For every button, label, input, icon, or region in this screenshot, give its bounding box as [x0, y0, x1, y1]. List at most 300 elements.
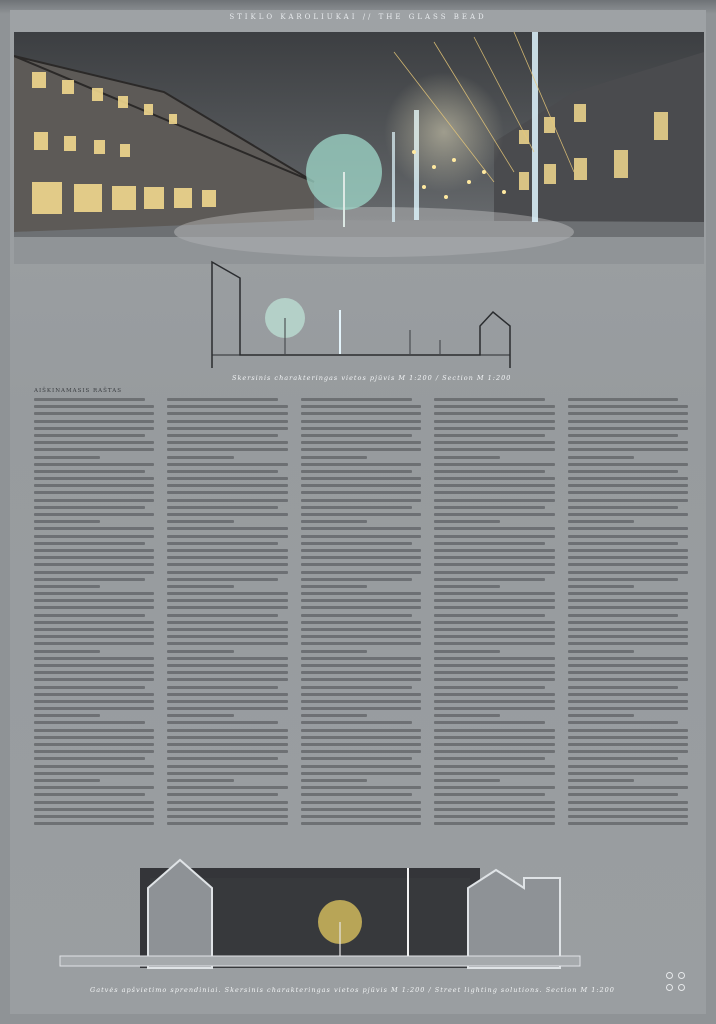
text-line [568, 491, 688, 494]
text-line [434, 822, 554, 825]
text-line [434, 786, 554, 789]
text-line [568, 686, 679, 689]
text-line [434, 527, 554, 530]
text-line [301, 650, 367, 653]
text-line [301, 506, 412, 509]
text-line [568, 693, 688, 696]
text-line [568, 477, 688, 480]
text-line [434, 614, 545, 617]
text-line [167, 743, 287, 746]
text-line [301, 405, 421, 408]
text-line [434, 470, 545, 473]
text-line [434, 628, 554, 631]
text-line [167, 721, 278, 724]
text-line [434, 729, 554, 732]
text-line [434, 700, 554, 703]
text-line [434, 535, 554, 538]
text-line [34, 513, 154, 516]
dot [666, 972, 673, 979]
text-line [34, 571, 154, 574]
text-line [301, 714, 367, 717]
text-column-1 [34, 398, 154, 828]
text-line [167, 484, 287, 487]
text-line [434, 484, 554, 487]
text-line [167, 578, 278, 581]
street-perspective-render [14, 32, 704, 264]
text-line [301, 578, 412, 581]
text-line [434, 599, 554, 602]
text-line [301, 671, 421, 674]
text-line [434, 743, 554, 746]
text-line [301, 434, 412, 437]
text-line [568, 736, 688, 739]
text-line [434, 563, 554, 566]
text-line [434, 815, 554, 818]
text-line [167, 650, 233, 653]
dot [666, 984, 673, 991]
text-line [34, 736, 154, 739]
text-line [34, 635, 154, 638]
text-line [434, 606, 554, 609]
text-line [434, 520, 500, 523]
text-line [568, 635, 688, 638]
text-line [167, 456, 233, 459]
text-line [34, 772, 154, 775]
text-line [34, 549, 154, 552]
text-line [301, 678, 421, 681]
text-line [167, 736, 287, 739]
text-line [434, 491, 554, 494]
text-column-2 [167, 398, 287, 828]
text-line [301, 707, 421, 710]
text-line [34, 599, 154, 602]
text-line [568, 448, 688, 451]
text-line [34, 650, 100, 653]
text-line [34, 484, 154, 487]
text-line [167, 765, 287, 768]
text-line [568, 599, 688, 602]
text-line [568, 743, 688, 746]
text-line [167, 815, 287, 818]
text-line [434, 499, 554, 502]
text-line [568, 765, 688, 768]
text-line [568, 398, 679, 401]
text-line [434, 721, 545, 724]
text-line [434, 772, 554, 775]
text-line [167, 606, 287, 609]
text-line [568, 427, 688, 430]
text-line [301, 664, 421, 667]
text-line [434, 750, 554, 753]
text-line [34, 743, 154, 746]
text-line [167, 671, 287, 674]
text-line [434, 448, 554, 451]
text-line [34, 700, 154, 703]
text-line [301, 542, 412, 545]
text-line [34, 606, 154, 609]
text-line [568, 657, 688, 660]
text-line [34, 499, 154, 502]
text-line [434, 801, 554, 804]
text-line [301, 815, 421, 818]
text-line [434, 693, 554, 696]
text-line [301, 599, 421, 602]
text-line [167, 614, 278, 617]
text-line [167, 405, 287, 408]
text-line [568, 772, 688, 775]
text-line [568, 815, 688, 818]
text-line [301, 621, 421, 624]
text-line [568, 808, 688, 811]
text-line [301, 585, 367, 588]
text-line [434, 635, 554, 638]
text-line [301, 398, 412, 401]
text-line [34, 470, 145, 473]
text-line [301, 420, 421, 423]
text-line [167, 463, 287, 466]
text-line [34, 808, 154, 811]
text-line [34, 448, 154, 451]
text-line [568, 412, 688, 415]
text-line [167, 621, 287, 624]
text-line [167, 628, 287, 631]
text-line [34, 427, 154, 430]
text-line [568, 441, 688, 444]
text-line [167, 477, 287, 480]
text-line [34, 686, 145, 689]
text-line [301, 700, 421, 703]
text-line [301, 571, 421, 574]
text-line [167, 635, 287, 638]
text-line [167, 786, 287, 789]
dot [678, 984, 685, 991]
text-line [301, 793, 412, 796]
text-column-4 [434, 398, 554, 828]
text-line [301, 786, 421, 789]
text-line [434, 420, 554, 423]
text-line [568, 571, 688, 574]
text-line [167, 427, 287, 430]
text-line [568, 671, 688, 674]
text-line [434, 463, 554, 466]
text-line [301, 628, 421, 631]
text-line [301, 721, 412, 724]
text-line [167, 822, 287, 825]
text-column-3 [301, 398, 421, 828]
text-line [167, 556, 287, 559]
text-line [568, 750, 688, 753]
text-line [301, 412, 421, 415]
text-line [568, 621, 688, 624]
text-line [568, 585, 634, 588]
text-line [568, 542, 679, 545]
text-columns [34, 398, 688, 828]
text-line [34, 614, 145, 617]
text-line [434, 398, 545, 401]
text-line [434, 456, 500, 459]
text-line [301, 592, 421, 595]
text-line [434, 506, 545, 509]
dot [678, 972, 685, 979]
text-line [568, 535, 688, 538]
text-line [434, 427, 554, 430]
text-line [167, 491, 287, 494]
text-line [434, 707, 554, 710]
text-line [167, 527, 287, 530]
text-line [167, 549, 287, 552]
text-line [34, 779, 100, 782]
text-line [434, 621, 554, 624]
text-line [434, 678, 554, 681]
text-line [301, 463, 421, 466]
text-line [34, 664, 154, 667]
text-line [167, 398, 278, 401]
text-line [301, 657, 421, 660]
text-line [568, 786, 688, 789]
text-line [301, 772, 421, 775]
text-line [34, 463, 154, 466]
text-line [34, 714, 100, 717]
text-line [301, 801, 421, 804]
text-line [568, 642, 688, 645]
text-line [434, 549, 554, 552]
text-line [167, 434, 278, 437]
text-line [301, 757, 412, 760]
text-line [167, 506, 278, 509]
text-line [167, 757, 278, 760]
text-line [167, 714, 233, 717]
text-line [167, 592, 287, 595]
text-line [34, 657, 154, 660]
text-line [34, 786, 154, 789]
text-line [34, 628, 154, 631]
text-line [301, 491, 421, 494]
text-line [167, 563, 287, 566]
text-line [167, 535, 287, 538]
text-line [34, 542, 145, 545]
text-line [34, 822, 154, 825]
text-line [167, 441, 287, 444]
text-line [434, 441, 554, 444]
text-line [167, 808, 287, 811]
text-line [34, 721, 145, 724]
text-line [434, 405, 554, 408]
text-line [167, 693, 287, 696]
text-line [434, 578, 545, 581]
text-line [434, 477, 554, 480]
text-line [167, 729, 287, 732]
text-line [568, 714, 634, 717]
text-line [34, 456, 100, 459]
text-line [568, 420, 688, 423]
text-line [568, 707, 688, 710]
text-line [568, 614, 679, 617]
text-line [34, 585, 100, 588]
text-line [301, 513, 421, 516]
text-line [434, 736, 554, 739]
text-line [434, 556, 554, 559]
text-line [167, 801, 287, 804]
text-line [167, 470, 278, 473]
text-line [434, 671, 554, 674]
text-line [568, 556, 688, 559]
poster-title: STIKLO KAROLIUKAI // THE GLASS BEAD [229, 13, 487, 21]
text-line [301, 750, 421, 753]
text-line [434, 650, 500, 653]
text-column-5 [568, 398, 688, 828]
text-line [301, 484, 421, 487]
decorative-dots [666, 972, 694, 994]
text-line [301, 765, 421, 768]
text-line [568, 592, 688, 595]
text-line [568, 801, 688, 804]
text-line [301, 549, 421, 552]
section-drawing-bottom [40, 848, 600, 978]
text-line [568, 578, 679, 581]
text-line [568, 405, 688, 408]
text-line [167, 571, 287, 574]
text-line [434, 513, 554, 516]
text-line [34, 765, 154, 768]
text-line [34, 750, 154, 753]
text-line [568, 650, 634, 653]
text-line [568, 456, 634, 459]
text-line [34, 506, 145, 509]
text-line [568, 793, 679, 796]
text-line [167, 664, 287, 667]
text-line [434, 585, 500, 588]
text-line [34, 801, 154, 804]
text-line [301, 693, 421, 696]
text-line [167, 420, 287, 423]
text-line [301, 614, 412, 617]
text-line [568, 470, 679, 473]
text-line [568, 484, 688, 487]
text-line [301, 535, 421, 538]
text-line [167, 707, 287, 710]
text-line [434, 542, 545, 545]
text-line [301, 470, 412, 473]
text-line [434, 808, 554, 811]
text-line [34, 434, 145, 437]
text-line [34, 556, 154, 559]
text-line [167, 750, 287, 753]
text-line [434, 642, 554, 645]
text-line [34, 412, 154, 415]
text-line [301, 448, 421, 451]
text-line [568, 434, 679, 437]
text-line [34, 671, 154, 674]
text-line [167, 412, 287, 415]
text-line [167, 599, 287, 602]
text-line [568, 822, 688, 825]
text-line [34, 757, 145, 760]
text-line [434, 657, 554, 660]
text-line [167, 772, 287, 775]
text-line [34, 707, 154, 710]
text-line [434, 592, 554, 595]
text-line [568, 664, 688, 667]
text-line [167, 520, 233, 523]
text-line [167, 793, 278, 796]
text-line [301, 456, 367, 459]
text-line [568, 606, 688, 609]
text-line [568, 757, 679, 760]
text-line [301, 499, 421, 502]
text-line [301, 642, 421, 645]
text-line [167, 542, 278, 545]
text-line [301, 520, 367, 523]
text-line [568, 563, 688, 566]
text-line [434, 571, 554, 574]
text-line [34, 729, 154, 732]
text-line [568, 678, 688, 681]
text-line [34, 793, 145, 796]
text-line [434, 714, 500, 717]
text-line [301, 427, 421, 430]
text-line [167, 700, 287, 703]
text-line [167, 499, 287, 502]
text-line [434, 765, 554, 768]
text-line [34, 491, 154, 494]
text-line [167, 657, 287, 660]
text-line [301, 556, 421, 559]
text-line [568, 549, 688, 552]
text-line [301, 563, 421, 566]
text-line [434, 793, 545, 796]
text-line [568, 628, 688, 631]
bottom-caption: Gatvės apšvietimo sprendiniai. Skersinis charakteringas vietos pjūvis M 1:200 / Street lighting solutions. Section M 1:200 [90, 986, 615, 994]
text-line [301, 808, 421, 811]
text-line [568, 513, 688, 516]
text-line [434, 434, 545, 437]
text-line [568, 520, 634, 523]
text-line [301, 527, 421, 530]
text-line [167, 448, 287, 451]
text-line [34, 520, 100, 523]
text-line [34, 405, 154, 408]
text-line [34, 535, 154, 538]
text-line [34, 527, 154, 530]
text-line [167, 686, 278, 689]
text-line [167, 779, 233, 782]
text-line [301, 822, 421, 825]
text-line [301, 635, 421, 638]
text-line [568, 506, 679, 509]
text-line [34, 693, 154, 696]
section-drawing-top [210, 250, 520, 370]
text-line [167, 678, 287, 681]
text-line [568, 729, 688, 732]
text-line [301, 441, 421, 444]
text-line [34, 420, 154, 423]
text-line [34, 477, 154, 480]
text-line [34, 815, 154, 818]
text-line [301, 477, 421, 480]
text-line [167, 513, 287, 516]
text-line [301, 743, 421, 746]
text-line [434, 412, 554, 415]
text-line [167, 585, 233, 588]
text-line [34, 441, 154, 444]
text-line [568, 721, 679, 724]
text-line [568, 779, 634, 782]
text-line [34, 398, 145, 401]
text-title: AIŠKINAMASIS RAŠTAS [34, 388, 123, 394]
text-line [301, 729, 421, 732]
text-line [301, 686, 412, 689]
text-line [434, 686, 545, 689]
